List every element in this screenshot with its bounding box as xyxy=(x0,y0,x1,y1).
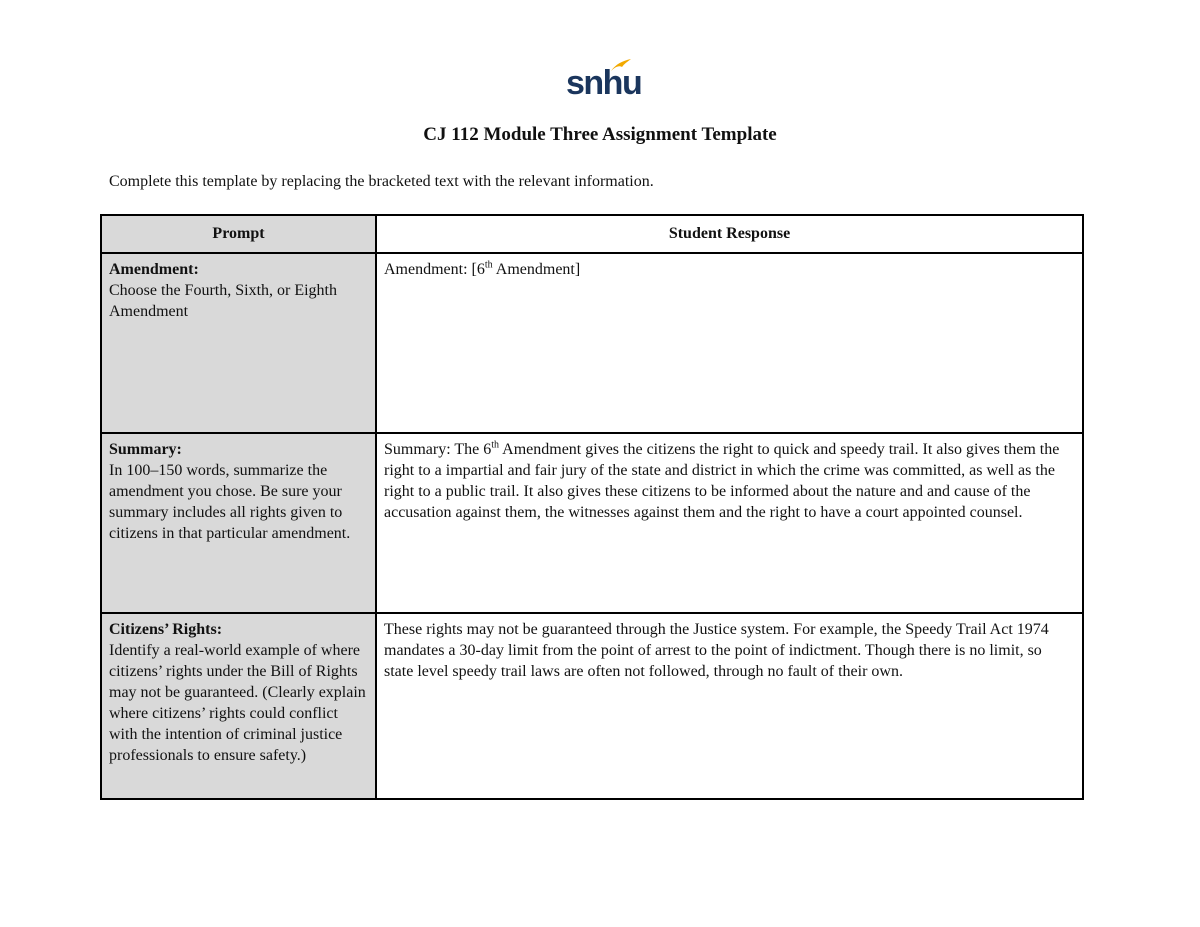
document-title: CJ 112 Module Three Assignment Template xyxy=(423,124,777,145)
table-header-row xyxy=(101,215,1083,253)
response-text: Amendment: [6 xyxy=(384,261,485,278)
prompt-header: Prompt xyxy=(101,215,376,253)
response-cell-summary[interactable] xyxy=(376,433,1083,613)
snhu-logo xyxy=(566,58,642,104)
table-row xyxy=(101,613,1083,799)
instructions-text: Complete this template by replacing the bracketed text with the relevant information. xyxy=(109,173,654,190)
ordinal-suffix: th xyxy=(484,259,493,271)
response-text: Amendment gives the citizens the right to quick and speedy trail. It also gives them the right to a impartial and fair jury of the state and district in which the crime was committed, as well as the right to a public trail. It also gives these citizens to be informed about the nature and and cause of the accusation against them, the witnesses against them and the right to have a court appointed counsel. xyxy=(384,441,1060,521)
response-cell-amendment[interactable] xyxy=(376,253,1083,433)
prompt-cell-summary xyxy=(101,433,376,613)
response-text: Summary: The 6 xyxy=(384,441,492,458)
prompt-heading: Amendment: xyxy=(109,261,199,278)
response-header: Student Response xyxy=(376,215,1083,253)
ordinal-suffix: th xyxy=(491,439,500,451)
assignment-table xyxy=(100,214,1084,800)
prompt-description: Identify a real-world example of where citizens’ rights under the Bill of Rights may not be guaranteed. (Clearly explain where citizens’ rights could conflict with the intention of criminal justice professionals to ensure safety.) xyxy=(109,642,366,764)
prompt-description: In 100–150 words, summarize the amendment you chose. Be sure your summary includes all rights given to citizens in that particular amendment. xyxy=(109,462,351,542)
response-cell-citizens-rights[interactable] xyxy=(376,613,1083,799)
prompt-description: Choose the Fourth, Sixth, or Eighth Amendment xyxy=(109,282,337,320)
table-row xyxy=(101,433,1083,613)
prompt-heading: Citizens’ Rights: xyxy=(109,621,223,638)
prompt-cell-citizens-rights xyxy=(101,613,376,799)
table-row xyxy=(101,253,1083,433)
logo-wordmark: snhu xyxy=(566,64,642,102)
prompt-heading: Summary: xyxy=(109,441,182,458)
response-text: Amendment] xyxy=(492,261,581,278)
response-text: These rights may not be guaranteed through the Justice system. For example, the Speedy Trail Act 1974 mandates a 30-day limit from the point of arrest to the point of indictment. Though there is no limit, so state level speedy trail laws are often not followed, through no fault of their own. xyxy=(384,621,1049,680)
prompt-cell-amendment xyxy=(101,253,376,433)
